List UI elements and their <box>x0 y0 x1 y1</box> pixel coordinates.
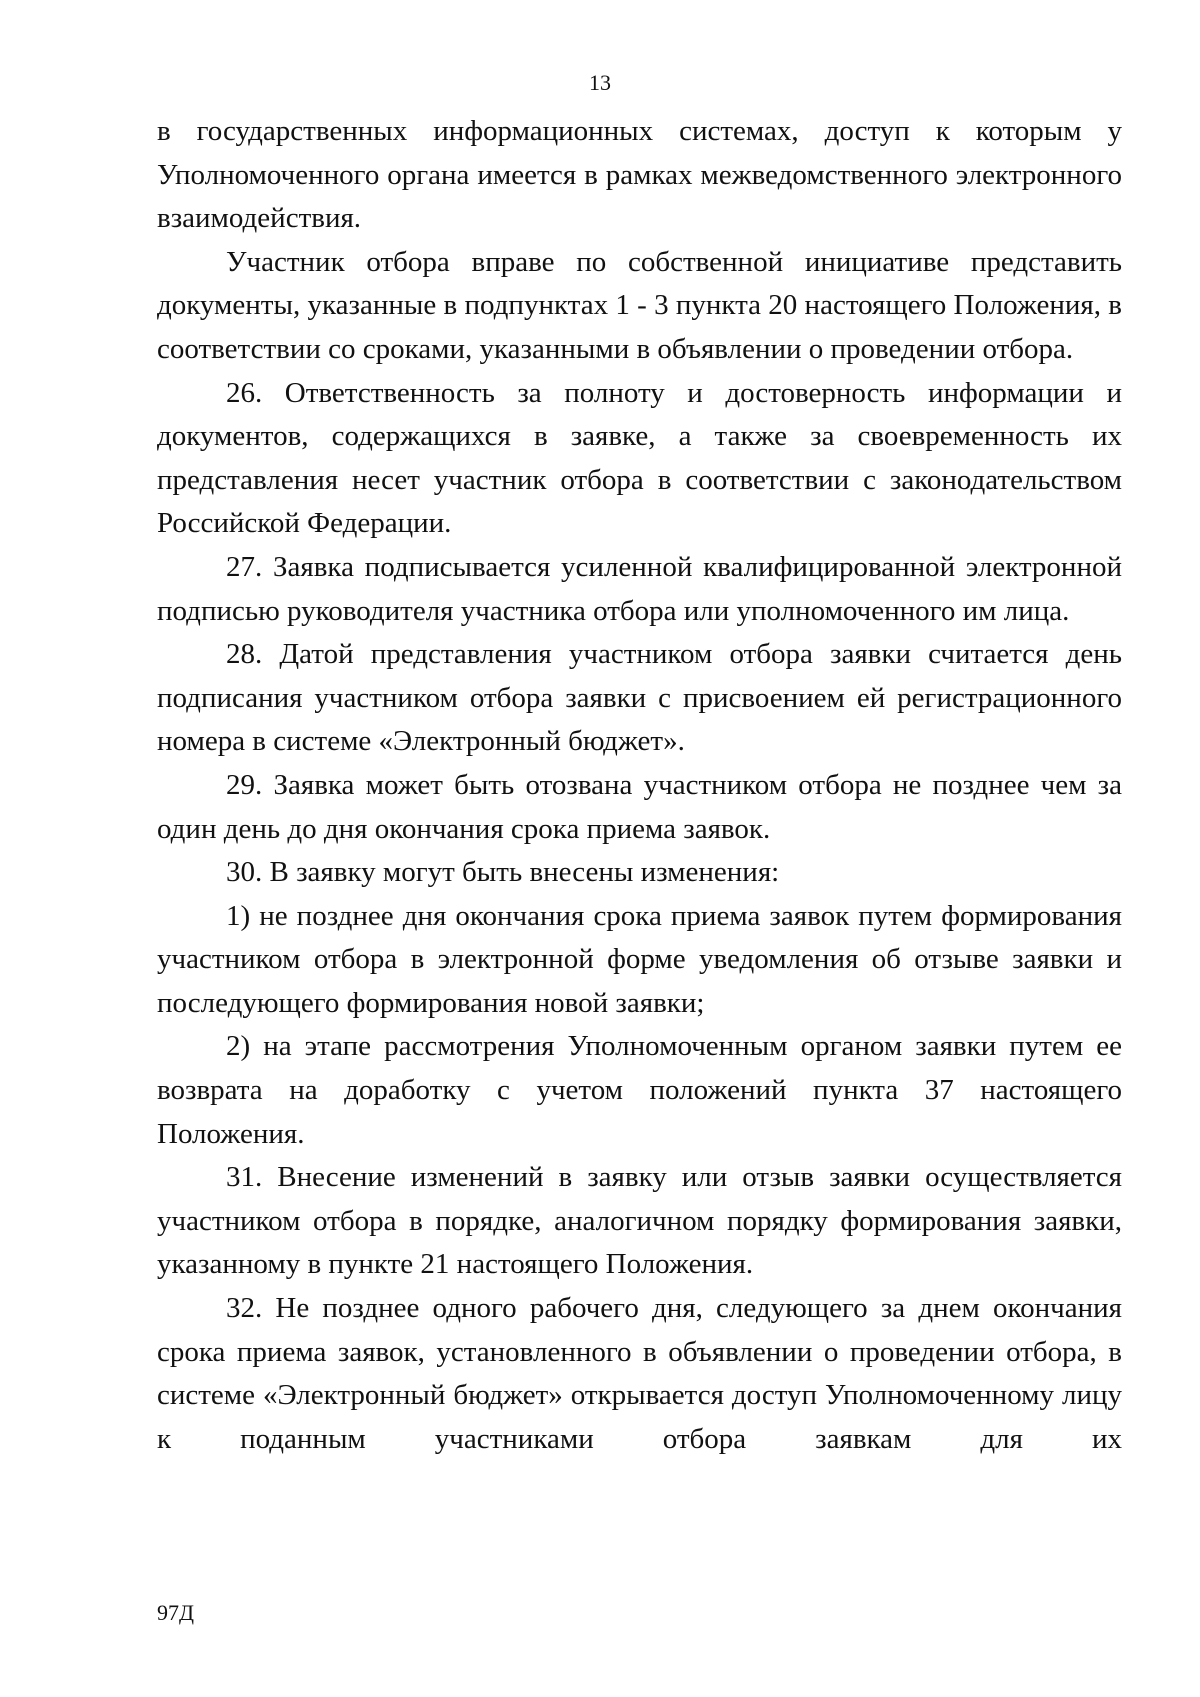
paragraph-30-item-1: 1) не позднее дня окончания срока приема заявок путем формирования участником отбора в электронной форме уведомления об отзыве заявки и последующего формирования новой заявки; <box>157 899 1122 1019</box>
paragraph-32: 32. Не позднее одного рабочего дня, следующего за днем окончания срока приема заявок, установленного в объявлении о проведении отбора, в системе «Электронный бюджет» открывается доступ Уполномоченному лицу к поданным участниками отбора заявкам для их <box>157 1292 1122 1455</box>
page-number: 13 <box>589 70 611 95</box>
paragraph-27: 27. Заявка подписывается усиленной квалифицированной электронной подписью руководителя участника отбора или уполномоченного им лица. <box>157 550 1122 627</box>
paragraph-30-item-2: 2) на этапе рассмотрения Уполномоченным органом заявки путем ее возврата на доработку с учетом положений пункта 37 настоящего Положения. <box>157 1030 1122 1150</box>
document-body <box>157 110 1122 1461</box>
paragraph-30: 30. В заявку могут быть внесены изменения: <box>226 856 780 889</box>
paragraph-participant-right: Участник отбора вправе по собственной инициативе представить документы, указанные в подпунктах 1 - 3 пункта 20 настоящего Положения, в соответствии со сроками, указанными в объявлении о проведении отбора. <box>157 245 1122 365</box>
paragraph-29: 29. Заявка может быть отозвана участником отбора не позднее чем за один день до дня окончания срока приема заявок. <box>157 768 1122 845</box>
paragraph-continuation: в государственных информационных системах, доступ к которым у Уполномоченного органа имеется в рамках межведомственного электронного взаимодействия. <box>157 115 1122 235</box>
paragraph-28: 28. Датой представления участником отбора заявки считается день подписания участником отбора заявки с присвоением ей регистрационного номера в системе «Электронный бюджет». <box>157 638 1122 758</box>
document-code: 97Д <box>157 1600 195 1625</box>
paragraph-31: 31. Внесение изменений в заявку или отзыв заявки осуществляется участником отбора в порядке, аналогичном порядку формирования заявки, указанному в пункте 21 настоящего Положения. <box>157 1161 1122 1281</box>
paragraph-26: 26. Ответственность за полноту и достоверность информации и документов, содержащихся в заявке, а также за своевременность их представления несет участник отбора в соответствии с законодательством Российской Федерации. <box>157 376 1122 540</box>
